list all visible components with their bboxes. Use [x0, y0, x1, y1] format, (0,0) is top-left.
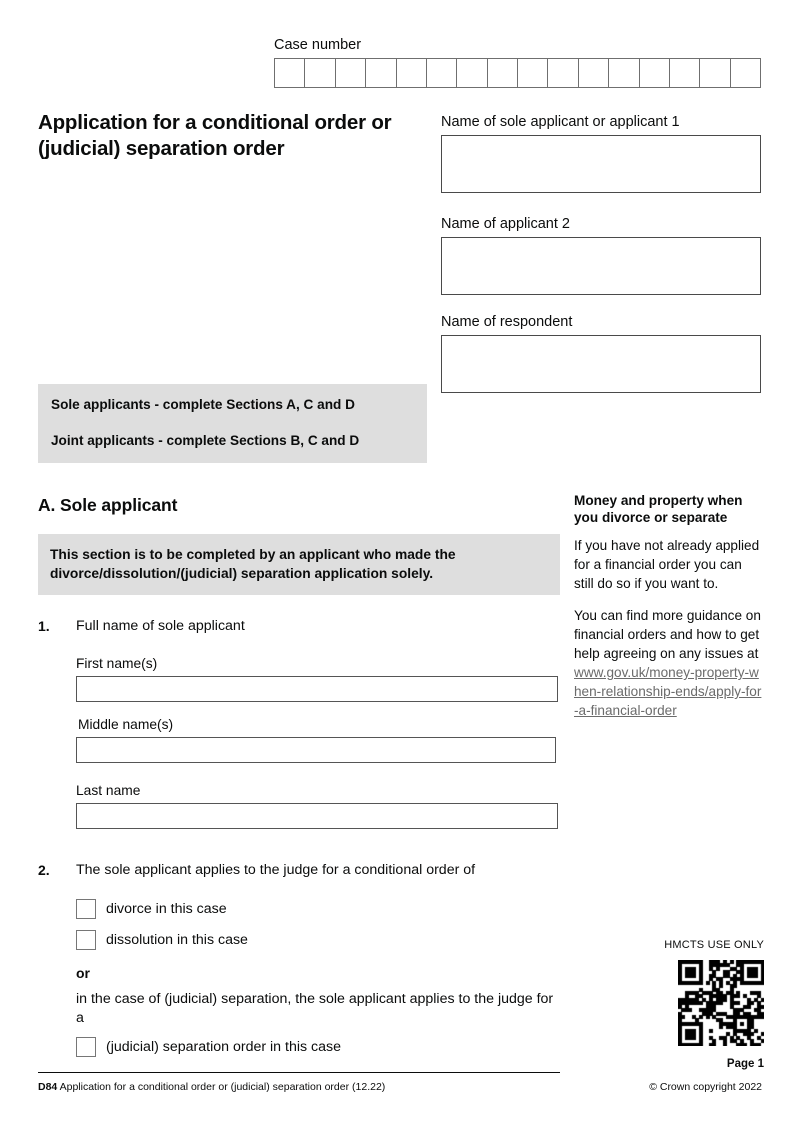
sole-applicants-instruction: Sole applicants - complete Sections A, C and D [51, 397, 355, 412]
hmcts-use-only-label: HMCTS USE ONLY [664, 939, 764, 951]
guidance-paragraph-2 [574, 606, 764, 720]
case-number-cell[interactable] [305, 59, 335, 87]
case-number-cell[interactable] [518, 59, 548, 87]
page-title: Application for a conditional order or (judicial) separation order [38, 111, 392, 160]
case-number-cell[interactable] [670, 59, 700, 87]
checkbox-option-divorce[interactable] [76, 899, 227, 919]
case-number-cell[interactable] [609, 59, 639, 87]
last-name-label: Last name [76, 783, 141, 798]
case-number-cell[interactable] [700, 59, 730, 87]
case-number-block [274, 36, 764, 88]
name-applicant-2-input[interactable] [441, 237, 761, 295]
checkbox-label-judicial-separation: (judicial) separation order in this case [106, 1038, 341, 1055]
case-number-cell[interactable] [457, 59, 487, 87]
case-number-cell[interactable] [427, 59, 457, 87]
guidance-heading: Money and property when you divorce or separate [574, 493, 743, 525]
checkbox-label-dissolution: dissolution in this case [106, 931, 248, 948]
case-number-input[interactable] [274, 58, 761, 88]
question-2-text: The sole applicant applies to the judge for a conditional order of [76, 862, 476, 878]
case-number-cell[interactable] [640, 59, 670, 87]
guidance-paragraph-2-text: You can find more guidance on financial orders and how to get help agreeing on any issues at [574, 608, 761, 661]
last-name-field [76, 782, 558, 829]
name-field-applicant-2 [441, 215, 761, 295]
last-name-input[interactable] [76, 803, 558, 829]
question-2-number: 2. [38, 862, 50, 878]
name-field-respondent [441, 313, 761, 393]
name-field-label: Name of applicant 2 [441, 216, 570, 232]
section-a-heading: A. Sole applicant [38, 495, 178, 515]
question-1-number: 1. [38, 618, 50, 634]
footer-form-code: D84 [38, 1081, 58, 1093]
name-field-label: Name of sole applicant or applicant 1 [441, 114, 680, 130]
name-respondent-input[interactable] [441, 335, 761, 393]
checkbox-option-dissolution[interactable] [76, 930, 248, 950]
case-number-cell[interactable] [336, 59, 366, 87]
financial-order-link[interactable]: www.gov.uk/money-property-when-relationship-ends/apply-for-a-financial-order [574, 665, 762, 718]
name-field-label: Name of respondent [441, 314, 573, 330]
first-name-field [76, 655, 558, 702]
section-a-note-panel [38, 534, 560, 595]
qr-code-wrapper [678, 960, 764, 1046]
checkbox-label-divorce: divorce in this case [106, 900, 227, 917]
checkbox-icon[interactable] [76, 930, 96, 950]
hmcts-use-only-block [600, 938, 764, 1071]
or-separator: or [76, 965, 90, 981]
footer-form-description: Application for a conditional order or (judicial) separation order (12.22) [59, 1081, 386, 1093]
case-number-cell[interactable] [488, 59, 518, 87]
checkbox-icon[interactable] [76, 1037, 96, 1057]
section-a-note-text: This section is to be completed by an applicant who made the divorce/dissolution/(judicial) separation application solely. [50, 547, 456, 581]
joint-applicants-instruction: Joint applicants - complete Sections B, C and D [51, 433, 360, 448]
middle-name-field [78, 716, 558, 763]
case-number-cell[interactable] [275, 59, 305, 87]
case-number-cell[interactable] [579, 59, 609, 87]
footer-copyright: © Crown copyright 2022 [649, 1081, 762, 1093]
name-applicant-1-input[interactable] [441, 135, 761, 193]
applicants-instruction-panel [38, 384, 427, 463]
checkbox-icon[interactable] [76, 899, 96, 919]
middle-name-input[interactable] [76, 737, 556, 763]
question-2 [38, 861, 568, 880]
question-1 [38, 617, 568, 636]
footer-divider [38, 1072, 560, 1073]
guidance-paragraph-1: If you have not already applied for a financial order you can still do so if you want to. [574, 538, 760, 591]
qr-code-icon [678, 960, 764, 1046]
separation-lead-text: in the case of (judicial) separation, the sole applicant applies to the judge for a [76, 991, 554, 1026]
money-property-guidance [574, 492, 764, 720]
footer-form-reference [38, 1080, 385, 1094]
first-name-input[interactable] [76, 676, 558, 702]
case-number-cell[interactable] [397, 59, 427, 87]
case-number-cell[interactable] [548, 59, 578, 87]
middle-name-label: Middle name(s) [78, 717, 174, 732]
first-name-label: First name(s) [76, 656, 158, 671]
case-number-cell[interactable] [731, 59, 760, 87]
case-number-label: Case number [274, 37, 362, 53]
name-field-applicant-1 [441, 113, 761, 193]
case-number-cell[interactable] [366, 59, 396, 87]
question-1-text: Full name of sole applicant [76, 618, 245, 634]
checkbox-option-judicial-separation[interactable] [76, 1037, 341, 1057]
page-number: Page 1 [726, 1058, 764, 1070]
